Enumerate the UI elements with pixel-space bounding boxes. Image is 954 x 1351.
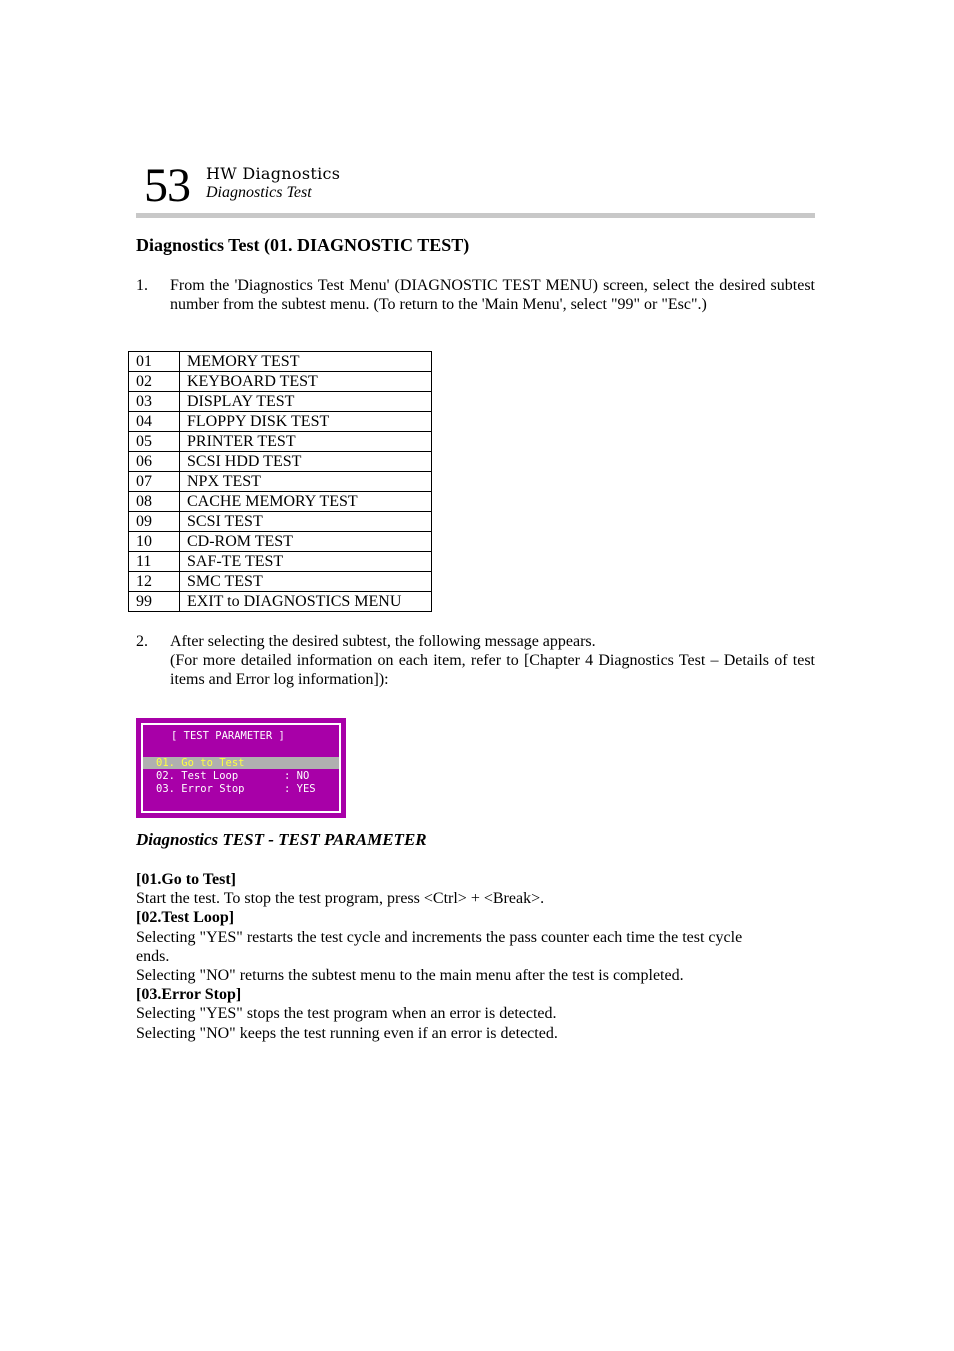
subtest-name: SMC TEST (180, 572, 432, 592)
go-to-test-text: Start the test. To stop the test program, press <Ctrl> + <Break>. (136, 890, 545, 908)
table-row (129, 412, 432, 432)
table-row (129, 472, 432, 492)
table-row (129, 592, 432, 612)
step-text-line: (For more detailed information on each item, refer to [Chapter 4 Diagnostics Test – Details of test items and Error log information]): (170, 652, 815, 688)
menu-item-go-to-test[interactable]: 01. Go to Test (143, 757, 339, 769)
definitions (136, 870, 776, 1043)
table-row (129, 512, 432, 532)
test-loop-text: Selecting "NO" returns the subtest menu to the main menu after the test is completed. (136, 967, 684, 985)
test-parameter-screen (136, 718, 346, 818)
table-row (129, 532, 432, 552)
table-row (129, 432, 432, 452)
table-row (129, 392, 432, 412)
test-loop-heading: [02.Test Loop] (136, 909, 235, 927)
subtest-name: CACHE MEMORY TEST (180, 492, 432, 512)
subtest-name: PRINTER TEST (180, 432, 432, 452)
subtest-name: NPX TEST (180, 472, 432, 492)
subtest-name: SAF-TE TEST (180, 552, 432, 572)
error-stop-heading: [03.Error Stop] (136, 986, 242, 1004)
step-text-line: After selecting the desired subtest, the following message appears. (170, 633, 596, 650)
subtest-code: 06 (129, 452, 180, 472)
subtest-name: SCSI HDD TEST (180, 452, 432, 472)
header-title: HW Diagnostics (206, 164, 341, 183)
subtest-code: 04 (129, 412, 180, 432)
table-row (129, 572, 432, 592)
subtest-code: 07 (129, 472, 180, 492)
header-subtitle: Diagnostics Test (206, 184, 312, 201)
subtest-code: 02 (129, 372, 180, 392)
page-header (136, 160, 815, 218)
step-text (170, 632, 815, 689)
table-row (129, 372, 432, 392)
subtest-name: DISPLAY TEST (180, 392, 432, 412)
table-row (129, 452, 432, 472)
subtest-code: 10 (129, 532, 180, 552)
table-row (129, 492, 432, 512)
subtest-code: 01 (129, 352, 180, 372)
test-loop-text: Selecting "YES" restarts the test cycle and increments the pass counter each time the test cycle ends. (136, 928, 743, 965)
subtest-code: 03 (129, 392, 180, 412)
screen-border (141, 723, 341, 813)
subtest-code: 05 (129, 432, 180, 452)
subtest-name: CD-ROM TEST (180, 532, 432, 552)
figure-caption: Diagnostics TEST - TEST PARAMETER (136, 830, 427, 849)
subtest-name: KEYBOARD TEST (180, 372, 432, 392)
subtest-name: MEMORY TEST (180, 352, 432, 372)
subtest-table (128, 351, 432, 612)
subtest-name: EXIT to DIAGNOSTICS MENU (180, 592, 432, 612)
subtest-code: 09 (129, 512, 180, 532)
step-text: From the 'Diagnostics Test Menu' (DIAGNOSTIC TEST MENU) screen, select the desired subtest number from the subtest menu. (To return to the 'Main Menu', select "99" or "Esc".) (170, 277, 815, 313)
go-to-test-heading: [01.Go to Test] (136, 871, 236, 888)
subtest-code: 99 (129, 592, 180, 612)
error-stop-text: Selecting "NO" keeps the test running even if an error is detected. (136, 1024, 558, 1042)
subtest-code: 11 (129, 552, 180, 572)
error-stop-text: Selecting "YES" stops the test program when an error is detected. (136, 1005, 557, 1023)
table-row (129, 352, 432, 372)
subtest-code: 12 (129, 572, 180, 592)
subtest-code: 08 (129, 492, 180, 512)
step-number: 1. (136, 277, 148, 294)
menu-item-test-loop[interactable]: 02. Test Loop : NO (156, 770, 310, 782)
table-row (129, 552, 432, 572)
subtest-name: SCSI TEST (180, 512, 432, 532)
screen-title: [ TEST PARAMETER ] (171, 730, 285, 742)
header-rule (136, 213, 815, 218)
section-title: Diagnostics Test (01. DIAGNOSTIC TEST) (136, 235, 470, 255)
step-number: 2. (136, 633, 148, 650)
menu-item-error-stop[interactable]: 03. Error Stop : YES (156, 783, 316, 795)
page-number: 53 (144, 159, 190, 212)
subtest-name: FLOPPY DISK TEST (180, 412, 432, 432)
